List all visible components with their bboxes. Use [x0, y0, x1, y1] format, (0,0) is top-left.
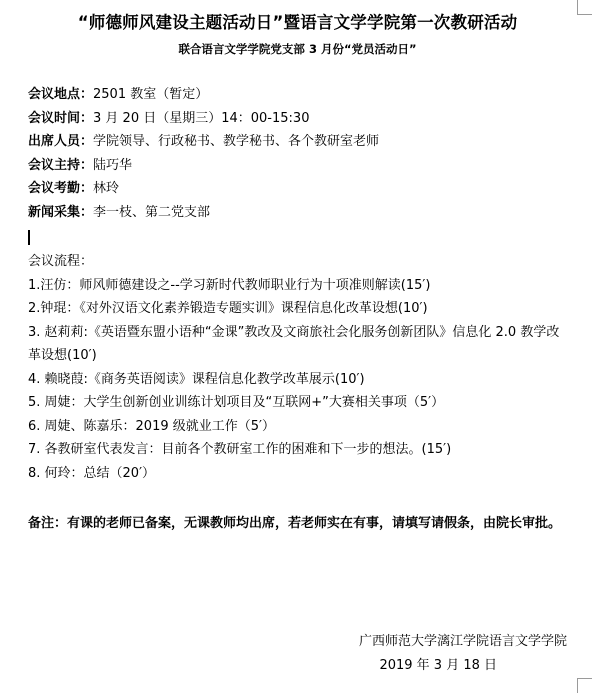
info-value: 学院领导、行政秘书、教学秘书、各个教研室老师	[93, 134, 380, 149]
info-value: 李一枝、第二党支部	[93, 204, 211, 220]
agenda-item: 2.钟琨：《对外汉语文化素养锻造专题实训》课程信息化改革设想(10′)	[28, 301, 428, 316]
info-row-time	[28, 107, 379, 131]
info-row-attendance	[28, 177, 379, 201]
agenda-heading: 会议流程：	[28, 254, 94, 269]
info-label: 会议主持：	[28, 157, 94, 173]
text-cursor[interactable]	[28, 230, 30, 245]
meeting-agenda	[28, 250, 570, 485]
agenda-item: 1.汪仿：师风师德建设之--学习新时代教师职业行为十项准则解读(15′)	[28, 277, 431, 293]
document-subtitle: 联合语言文学学院党支部 3 月份“党员活动日”	[178, 42, 417, 56]
info-value: 2501 教室（暂定）	[93, 87, 209, 102]
agenda-item: 8. 何玲：总结（20′）	[28, 465, 156, 481]
info-value: 林玲	[93, 181, 120, 196]
meeting-info	[28, 83, 379, 224]
agenda-item: 3. 赵莉莉:《英语暨东盟小语种“金课”教改及文商旅社会化服务创新团队》信息化 2.0 教学改革设想(10′)	[28, 324, 560, 363]
agenda-item: 4. 赖晓葭:《商务英语阅读》课程信息化教学改革展示(10′)	[28, 371, 365, 387]
info-label: 会议考勤：	[28, 181, 94, 196]
info-label: 会议地点：	[28, 87, 94, 102]
info-label: 会议时间：	[28, 110, 94, 126]
info-label: 新闻采集：	[28, 204, 94, 220]
info-row-attendees	[28, 130, 379, 154]
agenda-item: 7. 各教研室代表发言：目前各个教研室工作的困难和下一步的想法。(15′)	[28, 442, 452, 457]
signature-org: 广西师范大学漓江学院语言文学学院	[358, 634, 567, 649]
info-row-news	[28, 201, 379, 225]
signature-date: 2019 年 3 月 18 日	[379, 658, 497, 673]
page-corner-mark	[577, 678, 592, 693]
agenda-item: 5. 周婕：大学生创新创业训练计划项目及“互联网+”大赛相关事项（5′）	[28, 395, 445, 410]
agenda-item: 6. 周婕、陈嘉乐：2019 级就业工作（5′）	[28, 418, 275, 434]
info-row-host	[28, 154, 379, 178]
info-value: 陆巧华	[93, 157, 133, 173]
info-label: 出席人员：	[28, 134, 94, 149]
document-title: “师德师风建设主题活动日”暨语言文学学院第一次教研活动	[77, 13, 518, 32]
info-row-location	[28, 83, 379, 107]
signature-block	[359, 630, 567, 678]
remarks: 备注：有课的老师已备案，无课教师均出席，若老师实在有事，请填写请假条，由院长审批。	[28, 516, 562, 531]
info-value: 3 月 20 日（星期三）14：00-15:30	[93, 110, 310, 126]
